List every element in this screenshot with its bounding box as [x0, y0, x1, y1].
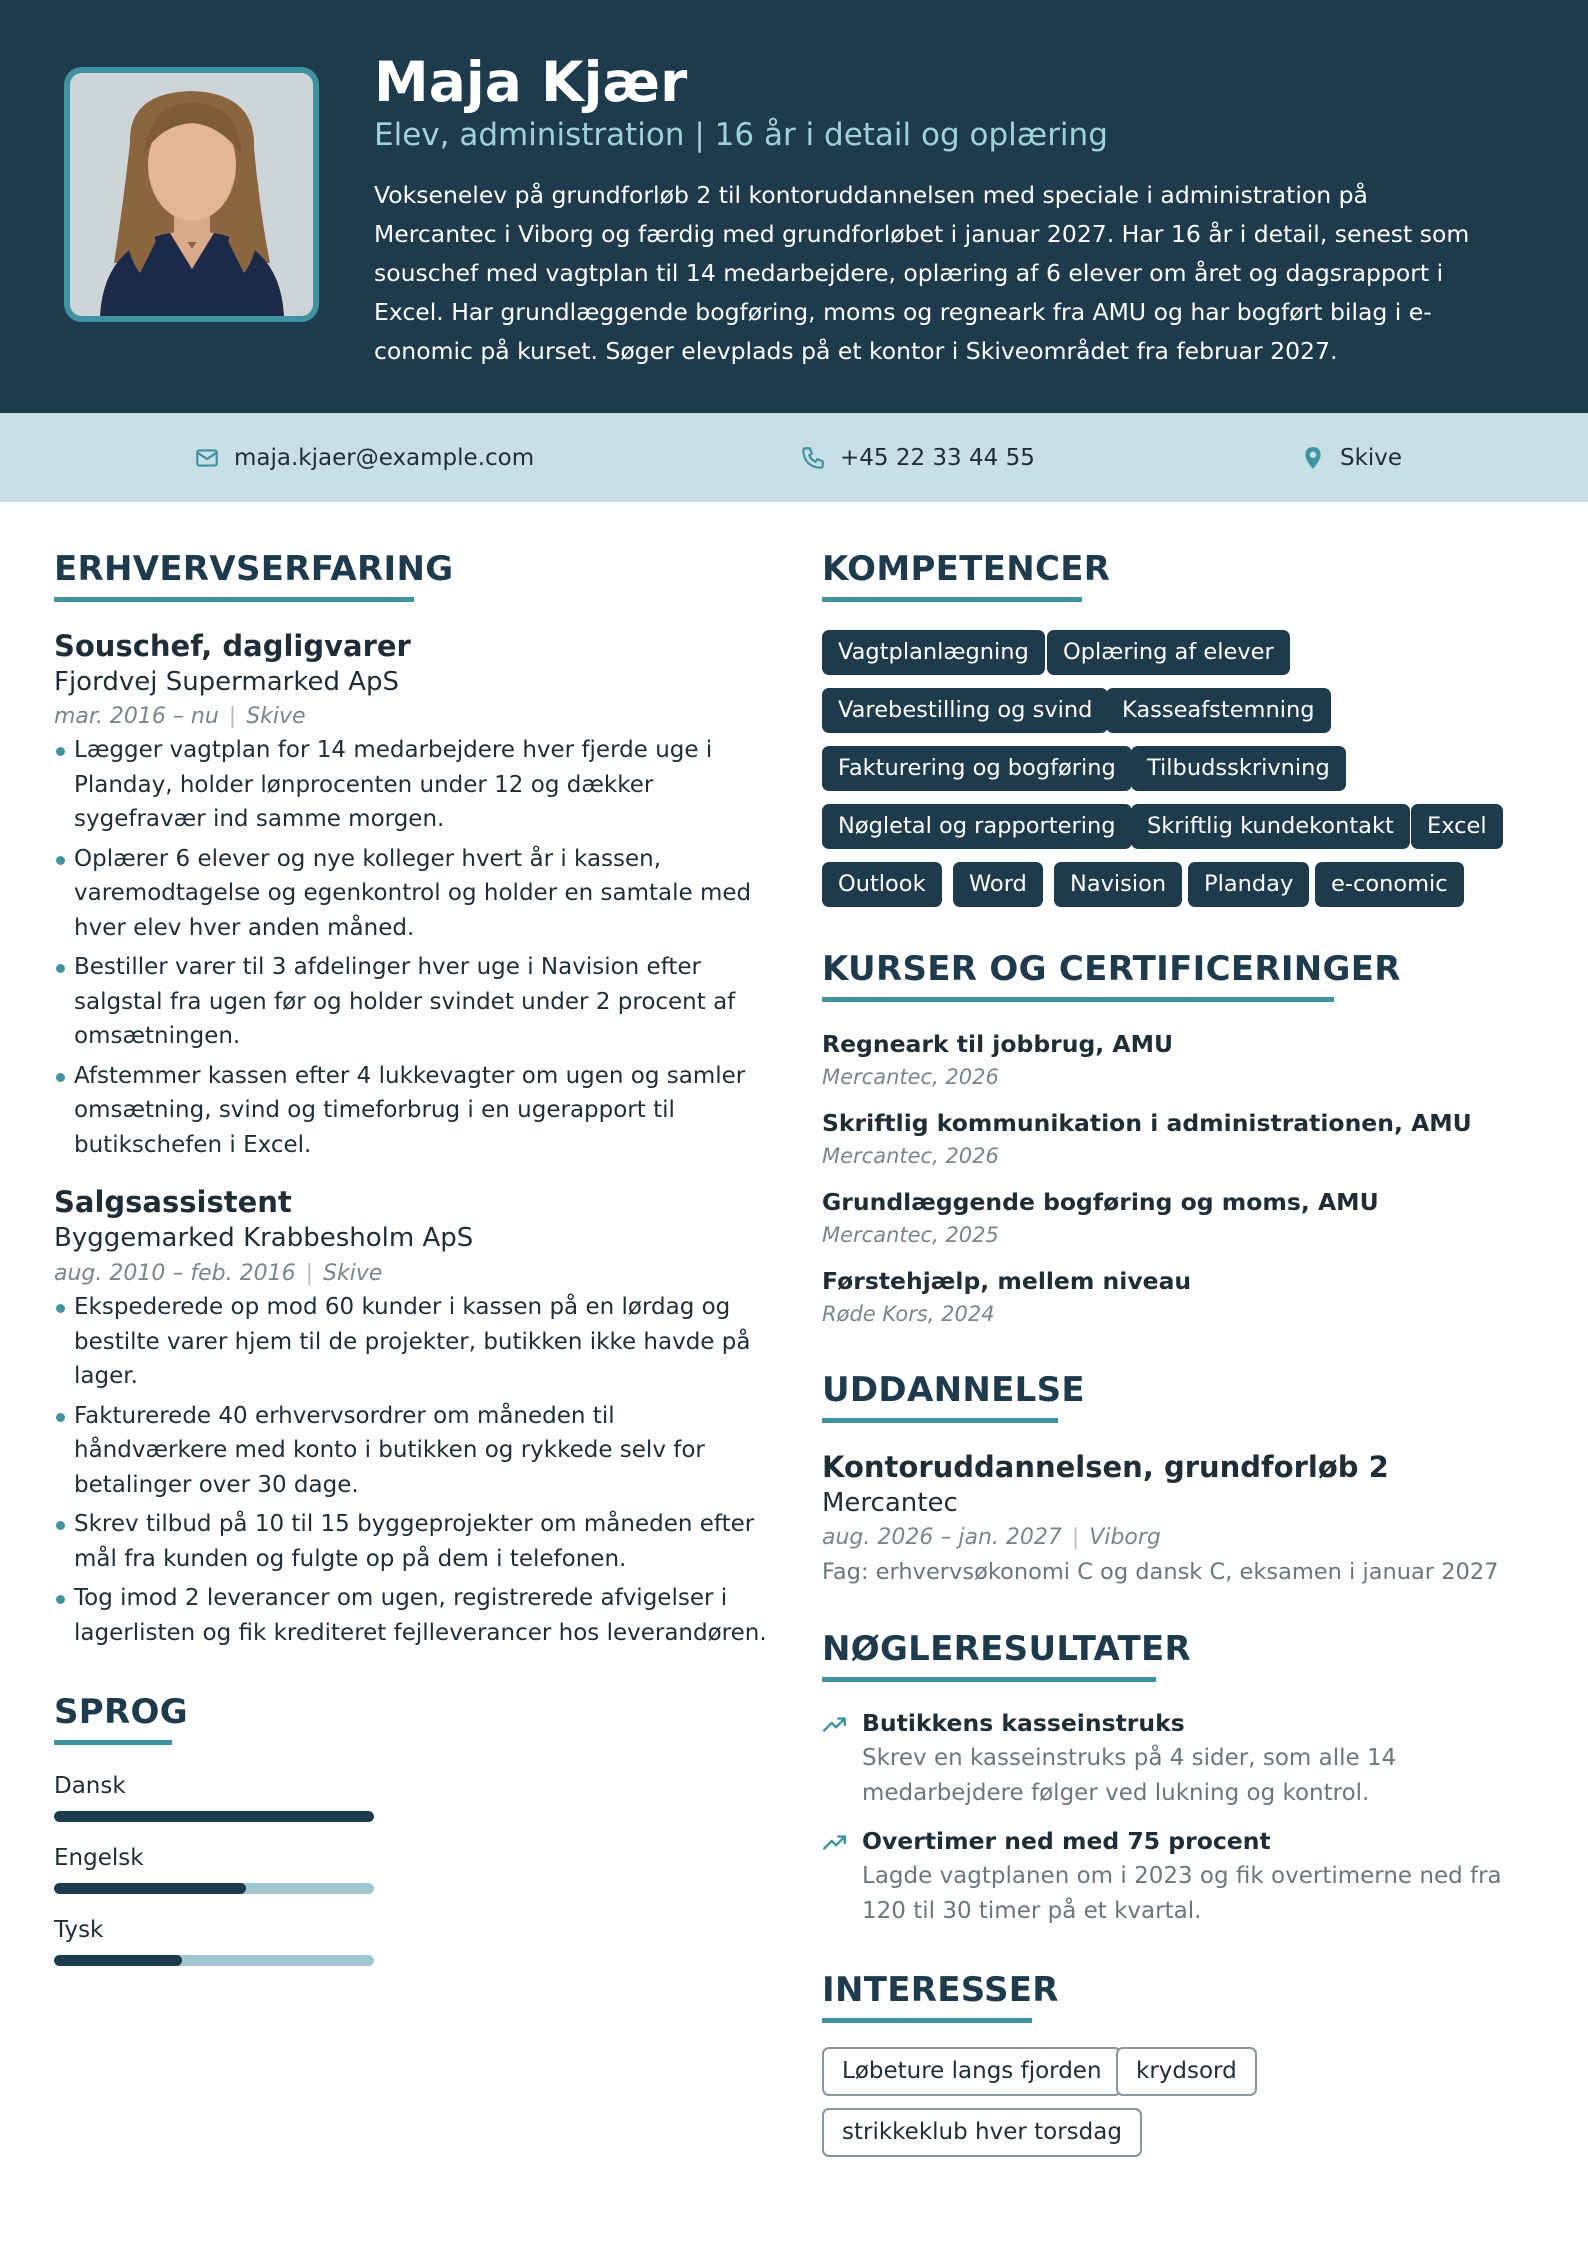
job-location: Skive [323, 1261, 383, 1286]
list-item: Skrev tilbud på 10 til 15 byggeprojekter om måneden efter mål fra kunden og fulgte op på dem i telefonen. [54, 1507, 774, 1576]
trend-up-icon [822, 1829, 848, 1855]
education-location: Viborg [1089, 1525, 1161, 1550]
location-text: Skive [1340, 444, 1403, 471]
result-title: Overtimer ned med 75 procent [862, 1827, 1271, 1855]
experience-heading: ERHVERVSERFARING [54, 549, 454, 589]
education-title: Kontoruddannelsen, grundforløb 2 [822, 1450, 1389, 1484]
email-text: maja.kjaer@example.com [234, 444, 535, 471]
profile-photo [64, 67, 319, 322]
interests-heading: INTERESSER [822, 1970, 1059, 2010]
resume-header [0, 0, 1588, 413]
language-level-fill [54, 1883, 246, 1894]
language-name: Tysk [54, 1917, 104, 1943]
phone-text: +45 22 33 44 55 [840, 444, 1035, 471]
languages-underline [54, 1740, 172, 1745]
result-description: Skrev en kasseinstruks på 4 sider, som alle 14 medarbejdere følger ved lukning og kontrol. [862, 1745, 1397, 1806]
skill-chip: Vagtplanlægning [822, 630, 1045, 675]
profile-summary: Voksenelev på grundforløb 2 til kontoruddannelsen med speciale i administration på Mercantec i Viborg og færdig med grundforløbet i januar 2027. Har 16 år i detail, senest som souschef med vagtplan til 14 medarbejdere, oplæring af 6 elever om året og dagsrapport i Excel. Har grundlæggende bogføring, moms og regneark fra AMU og har bogført bilag i e-conomic på kurset. Søger elevplads på et kontor i Skiveområdet fra februar 2027. [374, 181, 1470, 365]
job-bullets [54, 733, 774, 1167]
languages-heading: SPROG [54, 1692, 188, 1732]
course-provider: Mercantec, 2026 [822, 1065, 999, 1089]
result-title: Butikkens kasseinstruks [862, 1709, 1185, 1737]
language-name: Dansk [54, 1773, 126, 1799]
results-underline [822, 1677, 1156, 1682]
skill-chip: Planday [1188, 862, 1309, 907]
contact-phone[interactable] [800, 413, 1035, 502]
list-item: Afstemmer kassen efter 4 lukkevagter om ugen og samler omsætning, svind og timeforbrug i en ugerapport til butikschefen i Excel. [54, 1059, 774, 1163]
experience-underline [54, 597, 414, 602]
portrait-image [70, 73, 313, 316]
language-level-fill [54, 1955, 182, 1966]
list-item: Bestiller varer til 3 afdelinger hver uge i Navision efter salgstal fra ugen før og holder svindet under 2 procent af omsætningen. [54, 950, 774, 1054]
course-provider: Mercantec, 2025 [822, 1223, 999, 1247]
interest-chip: Løbeture langs fjorden [822, 2047, 1122, 2096]
job-meta [54, 704, 306, 729]
skill-chip: Nøgletal og rapportering [822, 804, 1132, 849]
education-note: Fag: erhvervsøkonomi C og dansk C, eksamen i januar 2027 [822, 1559, 1499, 1585]
meta-separator: | [228, 704, 237, 729]
skill-chip: Tilbudsskrivning [1131, 746, 1346, 791]
skill-chip: Outlook [822, 862, 942, 907]
result-description: Lagde vagtplanen om i 2023 og fik overtimerne ned fra 120 til 30 timer på et kvartal. [862, 1863, 1502, 1924]
education-heading: UDDANNELSE [822, 1370, 1085, 1410]
language-level-bar [54, 1811, 374, 1822]
job-company: Fjordvej Supermarked ApS [54, 667, 400, 697]
job-company: Byggemarked Krabbesholm ApS [54, 1223, 474, 1253]
interest-chip: strikkeklub hver torsdag [822, 2108, 1142, 2157]
education-school: Mercantec [822, 1488, 958, 1518]
language-level-bar [54, 1955, 374, 1966]
trend-up-icon [822, 1711, 848, 1737]
course-title: Grundlæggende bogføring og moms, AMU [822, 1188, 1379, 1216]
job-location: Skive [246, 704, 306, 729]
course-title: Regneark til jobbrug, AMU [822, 1030, 1174, 1058]
contact-location [1300, 413, 1402, 502]
candidate-title: Elev, administration | 16 år i detail og oplæring [374, 117, 1108, 153]
envelope-icon [194, 445, 220, 471]
job-period: aug. 2010 – feb. 2016 [54, 1261, 296, 1286]
language-level-fill [54, 1811, 374, 1822]
skill-chip: Excel [1411, 804, 1503, 849]
results-heading: NØGLERESULTATER [822, 1629, 1192, 1669]
job-title: Souschef, dagligvarer [54, 629, 411, 663]
map-pin-icon [1300, 445, 1326, 471]
education-meta [822, 1525, 1161, 1550]
skill-chip: Fakturering og bogføring [822, 746, 1132, 791]
meta-separator: | [305, 1261, 313, 1286]
list-item: Ekspederede op mod 60 kunder i kassen på en lørdag og bestilte varer hjem til de projekter, butikken ikke havde på lager. [54, 1290, 774, 1394]
education-underline [822, 1418, 1058, 1423]
meta-separator: | [1071, 1525, 1080, 1550]
interests-underline [822, 2018, 1032, 2023]
course-provider: Røde Kors, 2024 [822, 1302, 995, 1326]
job-title: Salgsassistent [54, 1185, 292, 1219]
list-item: Oplærer 6 elever og nye kolleger hvert år i kassen, varemodtagelse og egenkontrol og holder en samtale med hver elev hver anden måned. [54, 842, 774, 946]
job-bullets [54, 1290, 774, 1655]
course-title: Skriftlig kommunikation i administrationen, AMU [822, 1109, 1472, 1137]
skill-chip: Kasseafstemning [1106, 688, 1331, 733]
contact-bar [0, 413, 1588, 502]
skill-chip: Oplæring af elever [1047, 630, 1290, 675]
language-level-bar [54, 1883, 374, 1894]
course-provider: Mercantec, 2026 [822, 1144, 999, 1168]
skills-underline [822, 597, 1082, 602]
list-item: Lægger vagtplan for 14 medarbejdere hver fjerde uge i Planday, holder lønprocenten under 12 og dækker sygefravær ind samme morgen. [54, 733, 774, 837]
language-name: Engelsk [54, 1845, 144, 1871]
candidate-name: Maja Kjær [374, 50, 688, 114]
list-item: Fakturerede 40 erhvervsordrer om måneden til håndværkere med konto i butikken og rykkede selv for betalinger over 30 dage. [54, 1399, 774, 1503]
skill-chip: Navision [1054, 862, 1182, 907]
courses-heading: KURSER OG CERTIFICERINGER [822, 949, 1401, 989]
course-title: Førstehjælp, mellem niveau [822, 1267, 1192, 1295]
skill-chip: e-conomic [1315, 862, 1464, 907]
education-period: aug. 2026 – jan. 2027 [822, 1525, 1062, 1550]
interest-chip: krydsord [1116, 2047, 1257, 2096]
list-item: Tog imod 2 leverancer om ugen, registrerede afvigelser i lagerlisten og fik krediteret fejlleverancer hos leverandøren. [54, 1581, 774, 1650]
skill-chip: Skriftlig kundekontakt [1131, 804, 1410, 849]
job-period: mar. 2016 – nu [54, 704, 219, 729]
contact-email[interactable] [194, 413, 534, 502]
skills-heading: KOMPETENCER [822, 549, 1111, 589]
phone-icon [800, 445, 826, 471]
courses-underline [822, 997, 1334, 1002]
job-meta [54, 1261, 382, 1286]
skill-chip: Word [953, 862, 1043, 907]
skill-chip: Varebestilling og svind [822, 688, 1108, 733]
